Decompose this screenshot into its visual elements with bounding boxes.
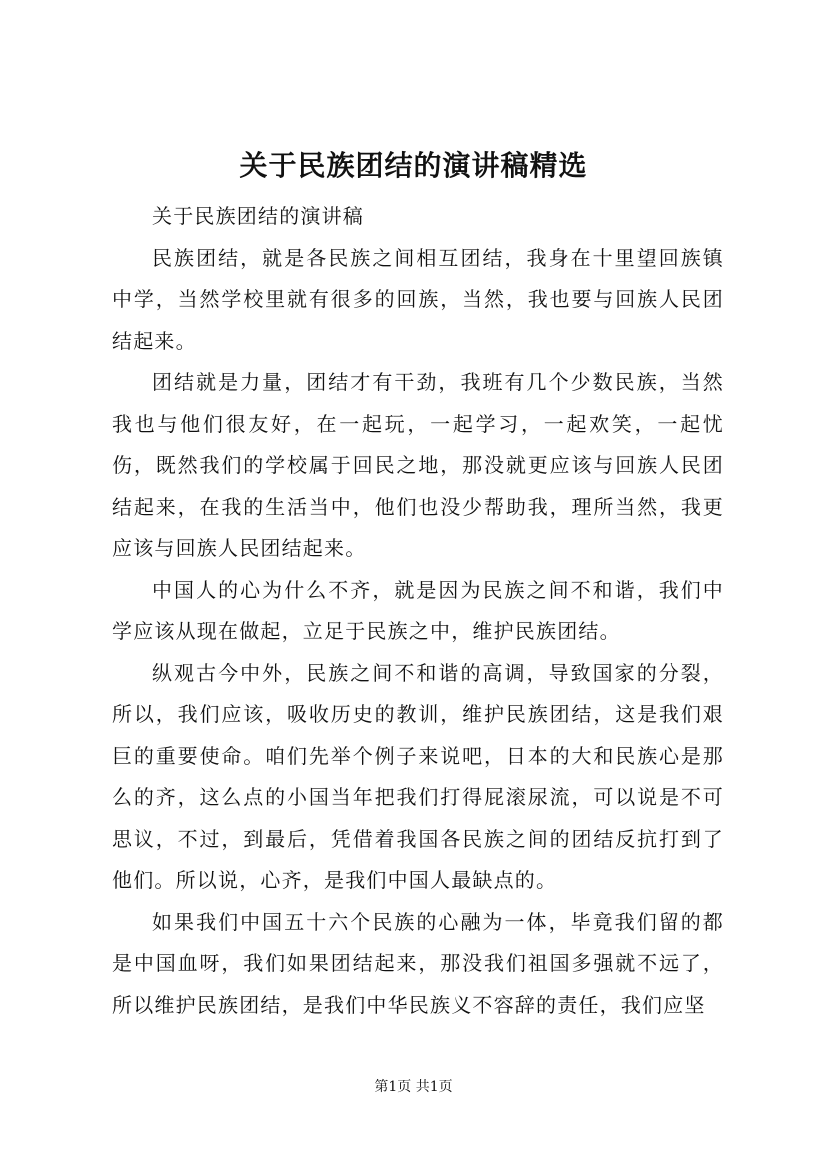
page-footer: 第1页 共1页: [374, 1079, 453, 1095]
paragraph: 纵观古今中外，民族之间不和谐的高调，导致国家的分裂，所以，我们应该，吸收历史的教训，维护民族团结，这是我们艰巨的重要使命。咱们先举个例子来说吧，日本的大和民族心是那么的齐，这么点的小国当年把我们打得屁滚尿流，可以说是不可思议，不过，到最后，凭借着我国各民族之间的团结反抗打到了他们。所以说，心齐，是我们中国人最缺点的。: [112, 660, 724, 892]
document-body: [112, 196, 724, 1026]
paragraph: 团结就是力量，团结才有干劲，我班有几个少数民族，当然我也与他们很友好，在一起玩，一起学习，一起欢笑，一起忧伤，既然我们的学校属于回民之地，那没就更应该与回族人民团结起来，在我的生活当中，他们也没少帮助我，理所当然，我更应该与回族人民团结起来。: [112, 370, 724, 560]
paragraph: 民族团结，就是各民族之间相互团结，我身在十里望回族镇中学，当然学校里就有很多的回族，当然，我也要与回族人民团结起来。: [112, 245, 724, 353]
paragraph: 中国人的心为什么不齐，就是因为民族之间不和谐，我们中学应该从现在做起，立足于民族之中，维护民族团结。: [112, 577, 724, 643]
paragraph: 如果我们中国五十六个民族的心融为一体，毕竟我们留的都是中国血呀，我们如果团结起来，那没我们祖国多强就不远了，所以维护民族团结，是我们中华民族义不容辞的责任，我们应坚: [112, 909, 724, 1017]
document-title: 关于民族团结的演讲稿精选: [239, 149, 588, 182]
paragraph-subtitle: 关于民族团结的演讲稿: [152, 204, 364, 228]
